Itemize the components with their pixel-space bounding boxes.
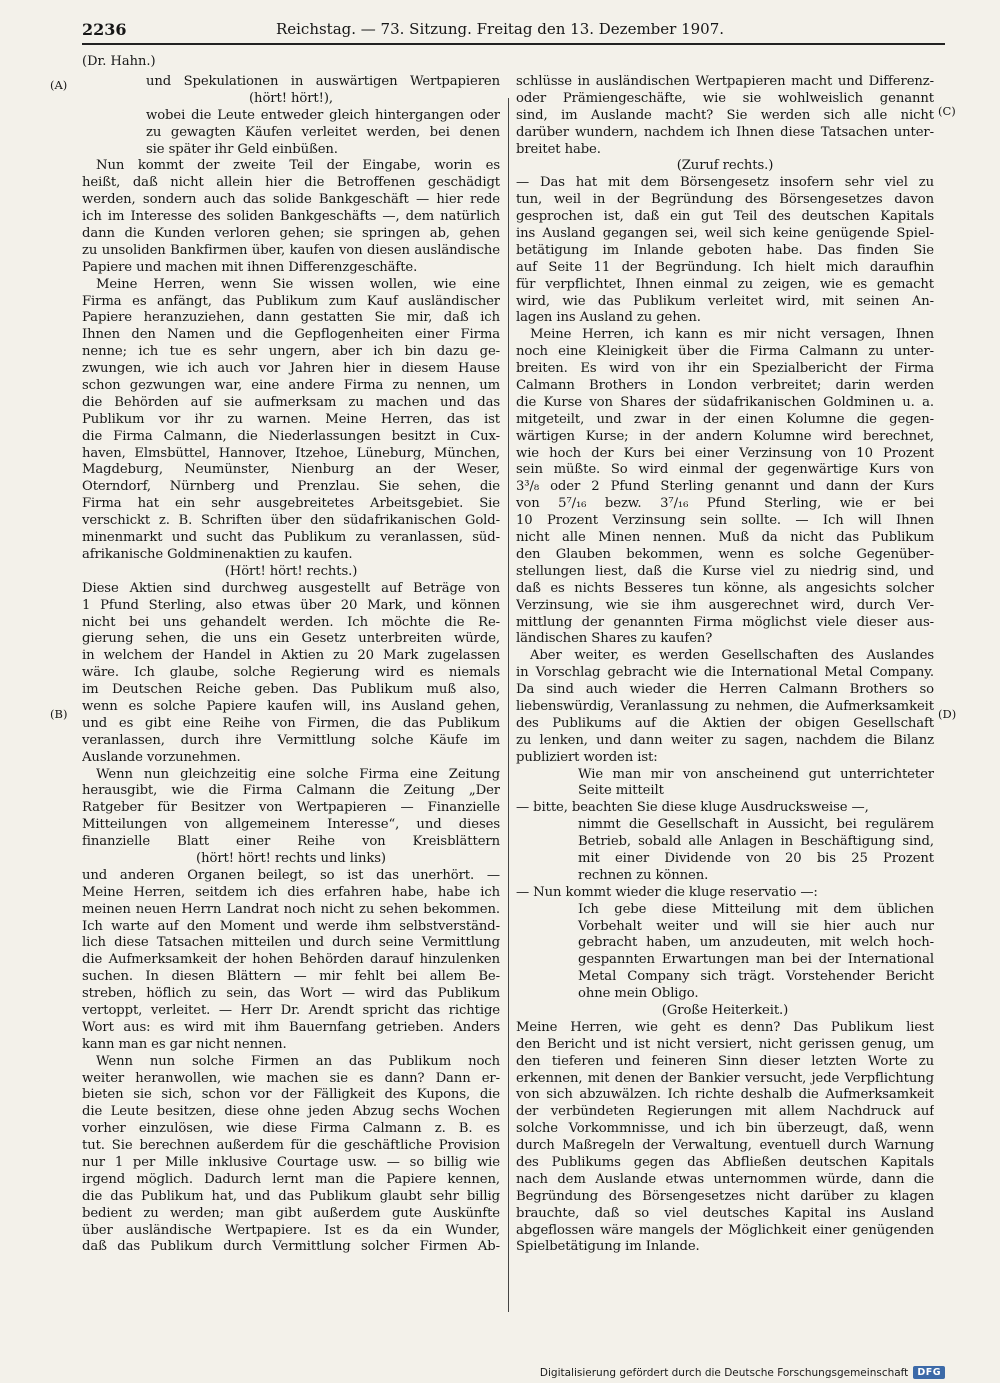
text-line: sie später ihr Geld einbüßen. <box>146 141 338 157</box>
text-line: sind, im Auslande macht? Sie werden sich alle nicht <box>516 107 934 123</box>
text-line: ohne mein Obligo. <box>578 986 699 1002</box>
text-line: Diese Aktien sind durchweg ausgestellt auf Beträge von <box>82 580 500 596</box>
text-line: — Nun kommt wieder die kluge reservatio —: <box>516 884 818 900</box>
text-line: betätigung im Inlande geboten habe. Das finden Sie <box>516 242 934 258</box>
text-line: Auslande vorzunehmen. <box>82 749 241 765</box>
text-line: Begründung des Börsengesetzes nicht darüber zu klagen <box>516 1188 934 1204</box>
text-line: schlüsse in ausländischen Wertpapieren macht und Differenz- <box>516 74 934 89</box>
text-line: den Bericht und ist nicht versiert, nicht gerissen genug, um <box>516 1036 934 1052</box>
header-rule <box>82 43 945 45</box>
text-line: die Aufmerksamkeit der hohen Behörden darauf hinzulenken <box>82 952 500 968</box>
text-line: des Publikums gegen das Abfließen deutschen Kapitals <box>516 1155 934 1170</box>
text-line: den tieferen und feineren Sinn dieser letzten Worte zu <box>516 1053 934 1069</box>
text-line: die Kurse von Shares der südafrikanischen Goldminen u. a. <box>516 394 934 410</box>
text-line: gierung sehen, die uns ein Gesetz unterbreiten würde, <box>82 631 500 647</box>
text-line: irgend möglich. Dadurch lernt man die Papiere kennen, <box>82 1171 500 1187</box>
text-line: Publikum vor ihr zu warnen. Meine Herren, das ist <box>82 411 500 427</box>
text-line: 10 Prozent Verzinsung sein sollte. — Ich will Ihnen <box>516 513 934 529</box>
text-line: die das Publikum hat, und das Publikum glaubt sehr billig <box>82 1188 500 1204</box>
text-line: (Hört! hört! rechts.) <box>224 563 358 579</box>
text-line: nur 1 per Mille inklusive Courtage usw. — so billig wie <box>82 1155 500 1170</box>
text-line: Meine Herren, wie geht es denn? Das Publikum liest <box>516 1019 934 1035</box>
text-line: solche Vorkommnisse, und ich bin überzeugt, daß, wenn <box>516 1121 934 1137</box>
margin-mark-a: (A) <box>50 78 68 92</box>
text-line: veranlassen, durch ihre Vermittlung solche Käufe im <box>82 732 500 748</box>
text-line: wobei die Leute entweder gleich hintergangen oder <box>146 107 500 123</box>
text-line: die Firma Calmann, die Niederlassungen besitzt in Cux- <box>82 428 500 444</box>
text-line: kann man es gar nicht nennen. <box>82 1036 287 1052</box>
text-line: 3³/₈ oder 2 Pfund Sterling genannt und dann der Kurs <box>516 479 934 495</box>
text-line: Meine Herren, ich kann es mir nicht versagen, Ihnen <box>530 327 934 343</box>
speaker-label: (Dr. Hahn.) <box>82 54 156 69</box>
text-line: brauchte, daß so viel deutsches Kapital ins Ausland <box>516 1205 934 1221</box>
text-line: suchen. In diesen Blättern — mir fehlt bei allem Be- <box>82 969 500 985</box>
text-line: im Deutschen Reiche geben. Das Publikum muß also, <box>82 682 500 698</box>
text-line: lagen ins Ausland zu gehen. <box>516 310 701 326</box>
text-line: Calmann Brothers in London verbreitet; darin werden <box>516 378 934 394</box>
text-line: (Zuruf rechts.) <box>676 158 774 174</box>
text-line: sein müßte. So wird einmal der gegenwärtige Kurs von <box>516 462 934 478</box>
text-line: wärtigen Kurse; in der andern Kolumne wird berechnet, <box>516 428 934 444</box>
text-line: schon gezwungen war, eine andere Firma zu nennen, um <box>82 378 500 394</box>
text-line: stellungen liest, daß die Kurse viel zu niedrig sind, und <box>516 563 934 579</box>
running-head: Reichstag. — 73. Sitzung. Freitag den 13. Dezember 1907. <box>275 20 725 38</box>
text-line: wäre. Ich glaube, solche Regierung wird es niemals <box>82 665 500 681</box>
text-line: die Behörden auf sie aufmerksam zu machen und das <box>82 394 500 410</box>
text-line: Oterndorf, Nürnberg und Prenzlau. Sie sehen, die <box>82 479 500 495</box>
text-line: streben, höflich zu sein, das Wort — wird das Publikum <box>82 986 500 1002</box>
text-line: herausgibt, wie die Firma Calmann die Zeitung „Der <box>82 783 500 799</box>
text-line: breiten. Es wird von ihr ein Spezialbericht der Firma <box>516 361 934 377</box>
text-line: publiziert worden ist: <box>516 749 658 765</box>
margin-mark-c: (C) <box>938 104 956 118</box>
text-line: nicht bei uns gehandelt werden. Ich möchte die Re- <box>82 614 500 630</box>
text-line: die Leute besitzen, diese ohne jeden Abzug sechs Wochen <box>82 1104 500 1120</box>
text-line: Firma hat ein sehr ausgebreitetes Arbeitsgebiet. Sie <box>82 496 500 512</box>
text-line: Wie man mir von anscheinend gut unterrichteter <box>578 766 934 782</box>
text-line: wird, wie das Publikum verleitet wird, mit seinen An- <box>516 293 934 309</box>
text-line: mitgeteilt, und zwar in der einen Kolumne die gegen- <box>516 411 934 427</box>
text-line: nimmt die Gesellschaft in Aussicht, bei regulärem <box>578 817 934 833</box>
text-line: vorher einzulösen, wie diese Firma Calmann z. B. es <box>82 1121 500 1137</box>
text-line: erkennen, mit denen der Bankier versucht, jede Verpflichtung <box>516 1070 934 1086</box>
text-line: ländischen Shares zu kaufen? <box>516 631 713 647</box>
text-line: über ausländische Wertpapiere. Ist es da ein Wunder, <box>82 1222 500 1238</box>
text-line: in Vorschlag gebracht wie die International Metal Company. <box>516 665 934 681</box>
text-line: haven, Elmsbüttel, Hannover, Itzehoe, Lüneburg, München, <box>82 445 500 461</box>
text-line: Wort aus: es wird mit ihm Bauernfang getrieben. Anders <box>82 1019 500 1035</box>
text-line: wie hoch der Kurs bei einer Verzinsung von 10 Prozent <box>516 445 934 461</box>
text-line: afrikanische Goldminenaktien zu kaufen. <box>82 546 353 562</box>
text-line: — bitte, beachten Sie diese kluge Ausdrucksweise —, <box>516 800 869 816</box>
text-line: mittlung der genannten Firma möglichst viele dieser aus- <box>516 614 934 630</box>
text-line: lich diese Tatsachen mitteilen und durch seine Vermittlung <box>82 935 500 951</box>
text-line: nicht alle Minen nennen. Muß da nicht das Publikum <box>516 530 934 546</box>
text-line: nenne; ich tue es sehr ungern, aber ich bin dazu ge- <box>82 344 500 360</box>
text-line: ich im Interesse des soliden Bankgeschäfts —, dem natürlich <box>82 209 500 225</box>
text-line: abgeflossen wäre mangels der Möglichkeit einer genügenden <box>516 1222 934 1238</box>
text-line: gesprochen ist, daß ein gut Teil des deutschen Kapitals <box>516 209 934 225</box>
text-line: und anderen Organen beilegt, so ist das unerhört. — <box>82 867 500 883</box>
text-line: zu gewagten Käufen verleitet werden, bei denen <box>146 124 500 140</box>
text-line: zu unsoliden Bankfirmen über, kaufen von diesen ausländische <box>82 242 500 258</box>
text-line: oder Prämiengeschäfte, wie sie wohlweislich genannt <box>516 90 934 106</box>
text-line: Firma es anfängt, das Publikum zum Kauf ausländischer <box>82 293 500 309</box>
text-line: des Publikums auf die Aktien der obigen Gesellschaft <box>516 715 934 731</box>
text-line: Ihnen den Namen und die Gepflogenheiten einer Firma <box>82 327 500 343</box>
text-line: Aber weiter, es werden Gesellschaften des Auslandes <box>530 648 934 664</box>
text-line: dann die Kunden verloren gehen; sie springen ab, gehen <box>82 226 500 242</box>
text-line: finanzielle Blatt einer Reihe von Kreisblättern <box>82 834 500 850</box>
text-line: mit einer Dividende von 20 bis 25 Prozent <box>578 850 934 866</box>
text-line: daß das Publikum durch Vermittlung solcher Firmen Ab- <box>82 1239 500 1255</box>
text-line: gebracht haben, um anzudeuten, mit welch hoch- <box>578 935 934 951</box>
text-line: Mitteilungen von allgemeinem Interesse“, und dieses <box>82 817 500 833</box>
text-line: noch eine Kleinigkeit über die Firma Calmann zu unter- <box>516 344 934 360</box>
text-line: liebenswürdig, Veranlassung zu nehmen, die Aufmerksamkeit <box>516 698 934 714</box>
text-line: (hört! hört!), <box>249 90 333 106</box>
text-line: Da sind auch wieder die Herren Calmann Brothers so <box>516 682 934 698</box>
text-line: den Glauben bekommen, wenn es solche Gegenüber- <box>516 546 934 562</box>
text-line: bedient zu werden; man gibt außerdem gute Auskünfte <box>82 1205 500 1221</box>
text-line: meinen neuen Herrn Landrat noch nicht zu sehen bekommen. <box>82 901 500 917</box>
margin-mark-b: (B) <box>50 707 68 721</box>
text-line: Verzinsung, wie sie ihm ausgerechnet wird, durch Ver- <box>516 597 934 613</box>
text-line: wenn es solche Papiere kaufen will, ins Ausland gehen, <box>82 698 500 714</box>
text-line: verschickt z. B. Schriften über den südafrikanischen Gold- <box>82 513 500 529</box>
footer <box>540 1366 945 1379</box>
text-line: durch Maßregeln der Verwaltung, eventuell durch Warnung <box>516 1138 934 1154</box>
text-line: 1 Pfund Sterling, also etwas über 20 Mark, und können <box>82 597 500 613</box>
text-line: bieten sie sich, schon vor der Fälligkeit des Kupons, die <box>82 1087 500 1103</box>
text-line: Nun kommt der zweite Teil der Eingabe, worin es <box>96 158 500 174</box>
text-line: ins Ausland gegangen sei, weil sich keine genügende Spiel- <box>516 226 934 242</box>
text-line: Betrieb, sobald alle Anlagen in Beschäftigung sind, <box>578 834 934 850</box>
text-line: darüber wundern, nachdem ich Ihnen diese Tatsachen unter- <box>516 124 934 140</box>
text-line: Papiere heranzuziehen, dann gestatten Sie mir, daß ich <box>82 310 500 326</box>
text-line: tun, weil in der Begründung des Börsengesetzes davon <box>516 192 934 208</box>
text-line: minenmarkt und sucht das Publikum zu veranlassen, süd- <box>82 530 500 546</box>
text-line: Spielbetätigung im Inlande. <box>516 1239 700 1255</box>
text-line: Ratgeber für Besitzer von Wertpapieren — Finanzielle <box>82 800 500 816</box>
right-column <box>516 74 934 1256</box>
text-line: nach dem Auslande etwas unternommen würde, dann die <box>516 1171 934 1187</box>
column-divider <box>508 98 509 1312</box>
footer-credit: Digitalisierung gefördert durch die Deutsche Forschungsgemeinschaft <box>539 1366 909 1379</box>
text-line: Meine Herren, seitdem ich dies erfahren habe, habe ich <box>82 884 500 900</box>
text-line: zwungen, wie ich auch vor Jahren hier in diesem Hause <box>82 361 500 377</box>
left-column <box>82 74 500 1256</box>
text-line: von sich abzuwälzen. Ich richte deshalb die Aufmerksamkeit <box>516 1087 934 1103</box>
text-line: daß es nichts Besseres tun könne, als angesichts solcher <box>516 580 934 596</box>
text-line: Meine Herren, wenn Sie wissen wollen, wie eine <box>96 276 500 292</box>
text-line: vertoppt, verleitet. — Herr Dr. Arendt spricht das richtige <box>82 1002 500 1018</box>
text-line: heißt, daß nicht allein hier die Betroffenen geschädigt <box>82 175 500 191</box>
text-line: Ich gebe diese Mitteilung mit dem üblichen <box>578 901 934 917</box>
text-line: gespannten Erwartungen man bei der International <box>578 952 934 968</box>
text-line: tut. Sie berechnen außerdem für die geschäftliche Provision <box>82 1138 500 1154</box>
text-line: — Das hat mit dem Börsengesetz insofern sehr viel zu <box>516 175 934 191</box>
text-line: weiter heranwollen, wie machen sie es dann? Dann er- <box>82 1070 500 1086</box>
text-line: Seite mitteilt <box>578 783 664 799</box>
text-line: der verbündeten Regierungen mit allem Nachdruck auf <box>516 1104 934 1120</box>
text-line: (hört! hört! rechts und links) <box>196 850 386 866</box>
text-line: (Große Heiterkeit.) <box>661 1002 789 1018</box>
text-line: von 5⁷/₁₆ bezw. 3⁷/₁₆ Pfund Sterling, wie er bei <box>516 496 934 512</box>
text-line: und Spekulationen in auswärtigen Wertpapieren <box>146 74 500 89</box>
text-line: für verpflichtet, Ihnen einmal zu zeigen, wie es gemacht <box>516 276 934 292</box>
text-line: Wenn nun gleichzeitig eine solche Firma eine Zeitung <box>96 766 500 782</box>
dfg-logo: DFG <box>913 1366 945 1379</box>
page-number: 2236 <box>82 20 127 39</box>
margin-mark-d: (D) <box>938 707 957 721</box>
text-line: Wenn nun solche Firmen an das Publikum noch <box>96 1053 500 1069</box>
text-line: Metal Company sich trägt. Vorstehender Bericht <box>578 969 934 985</box>
text-line: Papiere und machen mit ihnen Differenzgeschäfte. <box>82 259 418 275</box>
text-line: breitet habe. <box>516 141 601 157</box>
text-line: auf Seite 11 der Begründung. Ich hielt mich daraufhin <box>516 259 934 275</box>
text-line: werden, sondern auch das solide Bankgeschäft — hier rede <box>82 192 500 208</box>
text-line: rechnen zu können. <box>578 867 709 883</box>
text-line: in welchem der Handel in Aktien zu 20 Mark zugelassen <box>82 648 500 664</box>
text-line: Magdeburg, Neumünster, Nienburg an der Weser, <box>82 462 500 478</box>
text-line: Ich warte auf den Moment und werde ihm selbstverständ- <box>82 918 500 934</box>
text-line: und es gibt eine Reihe von Firmen, die das Publikum <box>82 715 500 731</box>
text-line: Vorbehalt weiter und will sie hier auch nur <box>578 918 934 934</box>
text-line: zu lenken, und dann weiter zu sagen, nachdem die Bilanz <box>516 732 934 748</box>
